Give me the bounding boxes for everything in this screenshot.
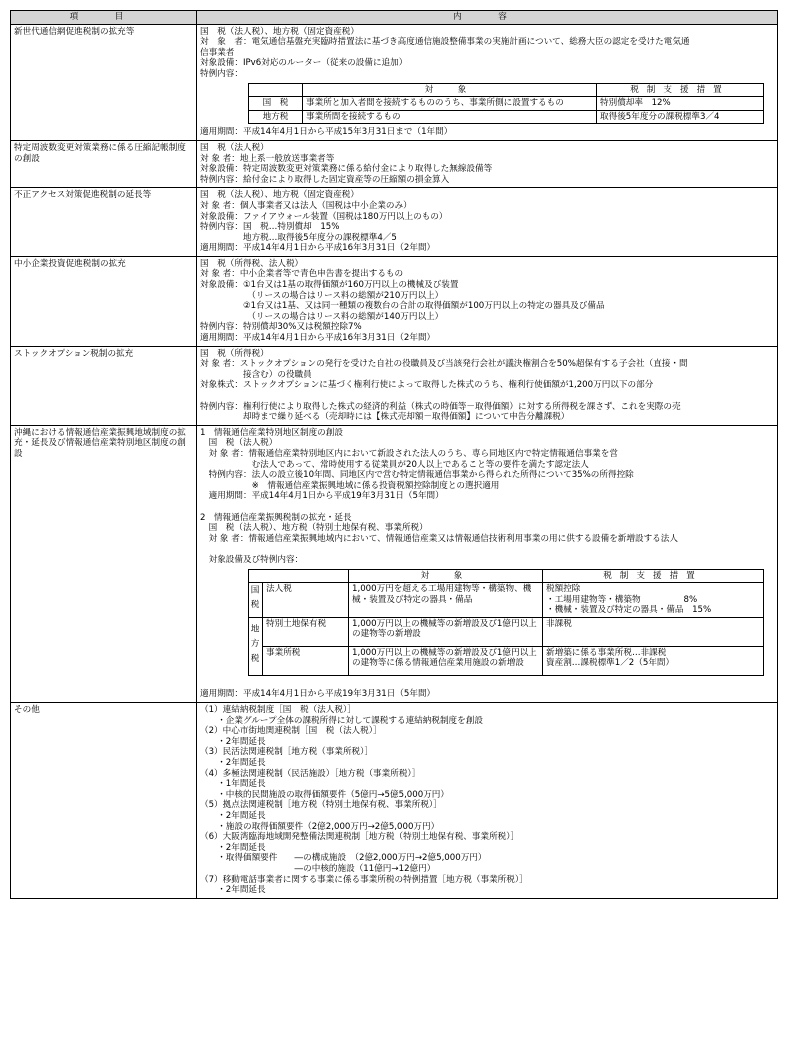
tax-table — [10, 10, 778, 899]
incentive-row — [249, 583, 764, 618]
incentive-row — [249, 110, 764, 124]
content-line: （リースの場合はリース料の総額が210万円以上） — [200, 290, 444, 301]
content-line: む法人であって、常時使用する従業員が20人以上であること等の要件を満たす認定法人 — [200, 459, 589, 470]
row-item-label: 不正アクセス対策促進税制の延長等 — [11, 188, 197, 257]
header-item: 項 目 — [11, 11, 197, 25]
content-line: 特例内容：法人の設立後10年間、同地区内で営む特定情報通信事業から得られた所得について35%の所得控除 — [200, 470, 634, 481]
content-line — [200, 502, 774, 513]
table-row — [11, 703, 778, 899]
incentive-cell: 税額控除 ・工場用建物等・構築物 8% ・機械・装置及び特定の器具・備品 15% — [543, 583, 764, 618]
incentive-cell: 1,000万円以上の機械等の新増設及び1億円以上の建物等に係る情報通信産業用施設の新増設 — [349, 646, 543, 675]
content-line: 対象設備：ファイアウォール装置（国税は180万円以上のもの） — [200, 211, 448, 222]
content-line: 特例内容：給付金により取得した固定資産等の圧縮額の損金算入 — [200, 174, 450, 185]
incentive-cell: 非課税 — [543, 617, 764, 646]
content-line: ・2年間延長 — [200, 811, 266, 821]
row-item-label: 特定周波数変更対策業務に係る圧縮記帳制度の創設 — [11, 140, 197, 187]
content-line: ・取得価額要件 ―の構成施設 （2億2,000万円→2億5,000万円） — [200, 853, 487, 864]
content-line: 1 情報通信産業特別地区制度の創設 — [200, 427, 343, 438]
blank-cell — [249, 83, 303, 97]
row-content — [197, 188, 778, 257]
content-line: （3）民活法関連税制［地方税（事業所税）］ — [200, 747, 374, 758]
content-line: 対 象 者：ストックオプションの発行を受けた自社の役職員及び当該発行会社が議決権割合を50%超保有する子会社（直接・間 — [200, 359, 688, 370]
content-line: （6）大阪湾臨海地域開発整備法関連税制［地方税（特別土地保有税、事業所税）］ — [200, 832, 520, 843]
content-line: （4）多極法関連税制（民活施設）［地方税（事業所税）］ — [200, 768, 421, 779]
content-line — [200, 544, 774, 555]
content-line: 特例内容： — [200, 68, 243, 79]
content-line: 信事業者 — [200, 47, 235, 58]
content-line: 対象設備：IPv6対応のルーター（従来の設備に追加） — [200, 58, 408, 69]
content-line: 国 税（法人税） — [200, 438, 278, 449]
table-row — [11, 346, 778, 425]
header-measure: 税制支援措置 — [597, 83, 764, 97]
header-measure: 税制支援措置 — [543, 569, 764, 583]
content-line: ・2年間延長 — [200, 842, 266, 853]
content-line: ・2年間延長 — [200, 758, 266, 769]
content-line: 国 税（法人税）、地方税（固定資産税） — [200, 190, 359, 201]
content-line: 対象設備：特定周波数変更対策業務に係る給付金により取得した無線設備等 — [200, 164, 493, 175]
content-line: 適用期間：平成14年4月1日から平成16年3月31日（2年間） — [200, 333, 436, 344]
content-line: ・施設の取得価額要件（2億2,000万円→2億5,000万円） — [200, 821, 440, 832]
content-line: 地方税…取得後5年度分の課税標準4／5 — [200, 232, 397, 243]
row-content — [197, 256, 778, 346]
incentive-cell: 特別土地保有税 — [263, 617, 349, 646]
content-line: 適用期間：平成14年4月1日から平成19年3月31日（5年間） — [200, 491, 444, 502]
table-row — [11, 24, 778, 140]
incentive-cell: 取得後5年度分の課税標準3／4 — [597, 110, 764, 124]
content-line: 対 象 者：個人事業者又は法人（国税は中小企業のみ） — [200, 200, 412, 211]
content-line: ・1年間延長 — [200, 779, 266, 790]
content-line: ②1台又は1基、又は同一種類の複数台の合計の取得価額が100万円以上の特定の器具及び備品 — [200, 301, 605, 312]
table-header — [11, 11, 778, 25]
incentive-header — [249, 569, 764, 583]
incentive-row — [249, 97, 764, 111]
content-line: （1）連結納税制度［国 税（法人税）］ — [200, 705, 356, 716]
content-line: ―の中核的施設（11億円→12億円） — [200, 863, 436, 874]
content-line: 特例内容：特別償却30%又は税額控除7% — [200, 322, 362, 333]
table-row — [11, 188, 778, 257]
content-line: （リースの場合はリース料の総額が140万円以上） — [200, 311, 444, 322]
incentive-cell: 地方税 — [249, 110, 303, 124]
blank-cell — [249, 569, 349, 583]
row-item-label: 新世代通信網促進税制の拡充等 — [11, 24, 197, 140]
row-item-label: ストックオプション税制の拡充 — [11, 346, 197, 425]
content-line: 適用期間：平成14年4月1日から平成15年3月31日まで（1年間） — [200, 127, 453, 138]
incentive-cell: 事業所間を接続するもの — [303, 110, 597, 124]
row-item-label: その他 — [11, 703, 197, 899]
content-line: 適用期間：平成14年4月1日から平成16年3月31日（2年間） — [200, 243, 436, 254]
content-line: 対 象 者：地上系一般放送事業者等 — [200, 153, 335, 164]
header-target: 対 象 — [303, 83, 597, 97]
content-line: （5）拠点法関連税制［地方税（特別土地保有税、事業所税）］ — [200, 800, 442, 811]
row-content — [197, 425, 778, 702]
incentive-cell: 法人税 — [263, 583, 349, 618]
header-content: 内 容 — [197, 11, 778, 25]
incentive-header — [249, 83, 764, 97]
content-line: 対 象 者：情報通信産業特別地区内において新設された法人のうち、専ら同地区内で特定情報通信事業を営 — [200, 448, 618, 459]
incentive-row — [249, 617, 764, 646]
content-line: 2 情報通信産業振興税制の拡充・延長 — [200, 512, 352, 523]
content-line: 対 象 者：情報通信産業振興地域内において、情報通信産業又は情報通信技術利用事業の用に供する設備を新増設する法人 — [200, 533, 678, 544]
content-line: 対象設備及び特例内容： — [200, 554, 304, 565]
content-line: 却時まで繰り延べる（売却時には【株式売却額－取得価額】について申告分離課税） — [200, 412, 570, 423]
table-row — [11, 425, 778, 702]
content-line: ・2年間延長 — [200, 736, 266, 747]
incentive-cell: 1,000万円を超える工場用建物等・構築物、機械・装置及び特定の器具・備品 — [349, 583, 543, 618]
content-line: ・2年間延長 — [200, 885, 266, 896]
incentive-cell: 新増築に係る事業所税…非課税 資産割…課税標準1／2（5年間） — [543, 646, 764, 675]
content-line: ・企業グループ全体の課税所得に対して課税する連結納税制度を創設 — [200, 715, 483, 726]
table-row — [11, 256, 778, 346]
header-target: 対 象 — [349, 569, 543, 583]
content-line: 国 税（法人税）、地方税（特別土地保有税、事業所税） — [200, 523, 428, 534]
content-line: 対象株式：ストックオプションに基づく権利行使によって取得した株式のうち、権利行使価額が1,200万円以下の部分 — [200, 380, 654, 391]
incentive-cell: 1,000万円以上の機械等の新増設及び1億円以上の建物等の新増設 — [349, 617, 543, 646]
content-line: ※ 情報通信産業振興地域に係る投資税額控除制度との選択適用 — [200, 480, 500, 491]
incentive-cell: 事業所税 — [263, 646, 349, 675]
content-line: （2）中心市街地関連税制［国 税（法人税）］ — [200, 726, 382, 737]
content-line: 国 税（所得税） — [200, 348, 269, 359]
row-content — [197, 140, 778, 187]
category-chihozei: 地方税 — [249, 617, 263, 675]
content-line: 国 税（法人税）、地方税（固定資産税） — [200, 26, 359, 37]
row-content — [197, 24, 778, 140]
content-line: （7）移動電話事業者に関する事業に係る事業所税の特例措置［地方税（事業所税）］ — [200, 874, 528, 885]
content-line: ・中核的民間施設の取得価額要件（5億円→5億5,000万円） — [200, 789, 449, 800]
row-item-label: 中小企業投資促進税制の拡充 — [11, 256, 197, 346]
content-line: 特例内容：国 税…特別償却 15% — [200, 222, 340, 233]
content-line: 対象設備：①1台又は1基の取得価額が160万円以上の機械及び装置 — [200, 280, 459, 291]
content-line — [200, 679, 774, 690]
incentive-cell: 特別償却率 12% — [597, 97, 764, 111]
content-line: 国 税（法人税） — [200, 142, 269, 153]
content-line: 対 象 者：中小企業者等で青色申告書を提出するもの — [200, 269, 404, 280]
incentive-table — [248, 569, 764, 676]
row-content — [197, 346, 778, 425]
incentive-cell: 事業所と加入者間を接続するもののうち、事業所側に設置するもの — [303, 97, 597, 111]
row-item-label: 沖縄における情報通信産業振興地域制度の拡充・延長及び情報通信産業特別地区制度の創設 — [11, 425, 197, 702]
content-line — [200, 391, 774, 402]
category-kokuzei: 国税 — [249, 583, 263, 618]
incentive-row — [249, 646, 764, 675]
incentive-table — [248, 83, 764, 125]
row-content — [197, 703, 778, 899]
content-line: 接含む）の役職員 — [200, 369, 312, 380]
incentive-cell: 国 税 — [249, 97, 303, 111]
content-line: 国 税（所得税、法人税） — [200, 258, 304, 269]
content-line: 適用期間：平成14年4月1日から平成19年3月31日（5年間） — [200, 689, 436, 700]
content-line: 対 象 者：電気通信基盤充実臨時措置法に基づき高度通信施設整備事業の実施計画について、総務大臣の認定を受けた電気通 — [200, 37, 690, 48]
content-line: 特例内容：権利行使により取得した株式の経済的利益（株式の時価等－取得価額）に対する所得税を課さず、これを実際の売 — [200, 401, 681, 412]
table-row — [11, 140, 778, 187]
